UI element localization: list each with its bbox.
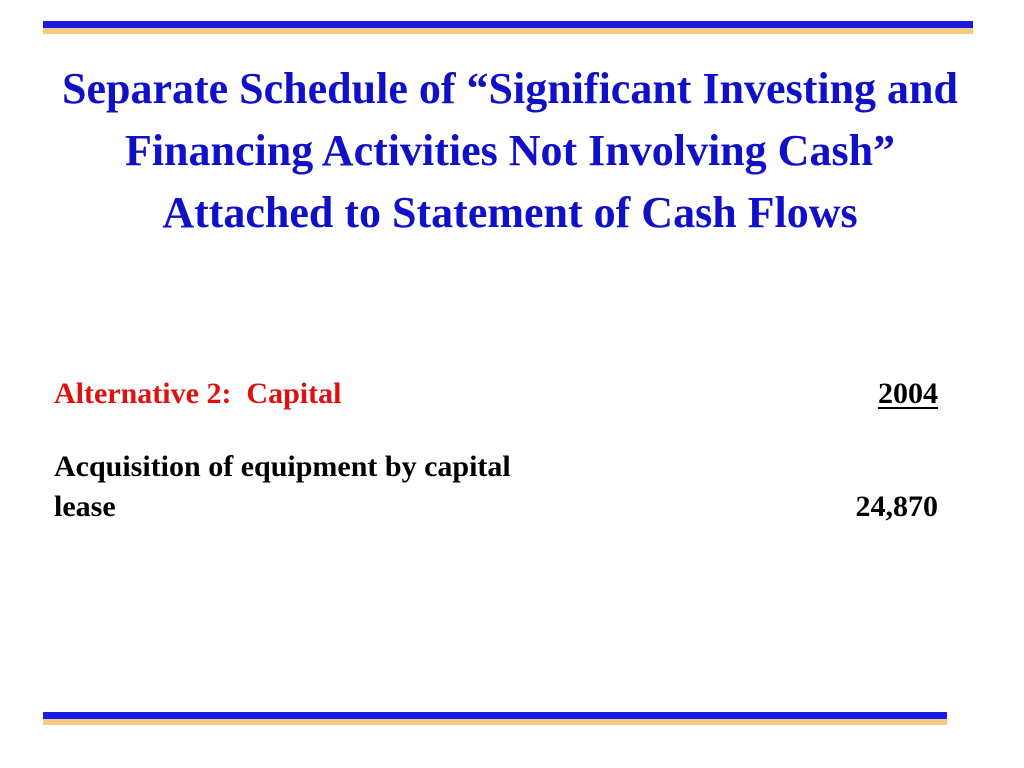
year-header: 2004 bbox=[878, 377, 938, 410]
top-rule bbox=[43, 21, 973, 34]
item-value: 24,870 bbox=[855, 490, 938, 523]
top-rule-gold-band bbox=[43, 28, 973, 34]
bottom-rule-blue-band bbox=[43, 712, 947, 719]
alternative-label: Alternative 2: Capital bbox=[54, 377, 342, 410]
slide-title: Separate Schedule of “Significant Investing and Financing Activities Not Involving Cash” Attached to Statement of Cash Flows bbox=[62, 64, 958, 237]
bottom-rule-gold-band bbox=[43, 719, 947, 725]
top-rule-blue-band bbox=[43, 21, 973, 28]
bottom-rule bbox=[43, 712, 947, 725]
schedule-item-row bbox=[54, 447, 938, 527]
schedule-header-row bbox=[54, 377, 938, 411]
item-label: Acquisition of equipment by capital lease bbox=[54, 450, 511, 523]
